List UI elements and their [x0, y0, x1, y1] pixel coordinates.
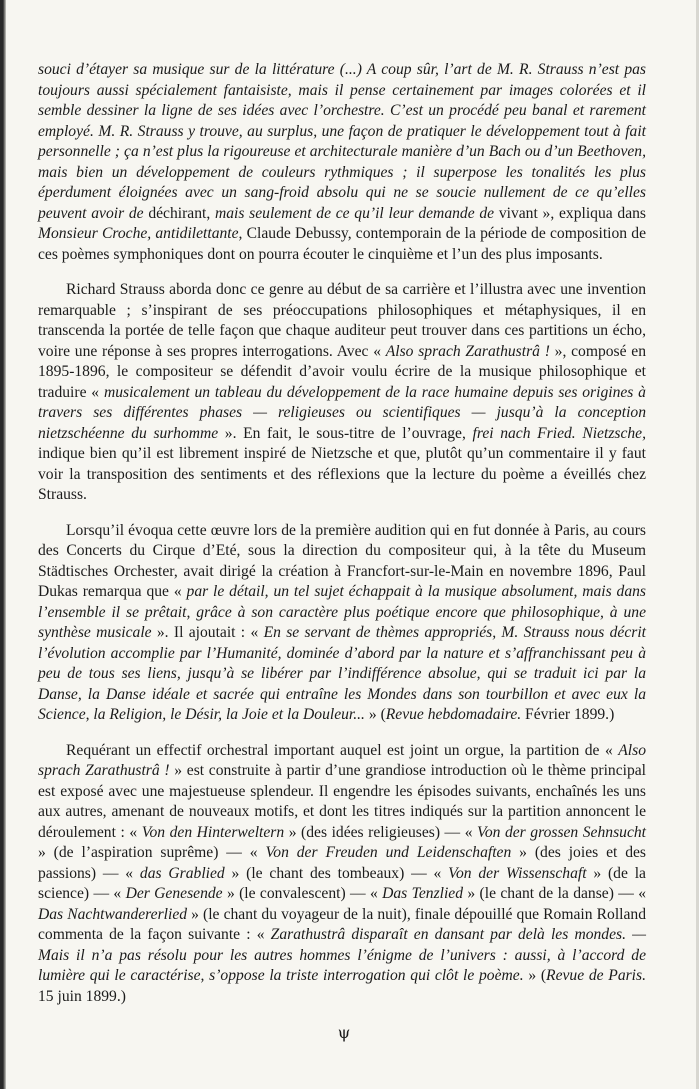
italic-run: Von der Freuden und Leidenschaften	[265, 844, 512, 861]
italic-run: das Grablied	[139, 864, 225, 882]
paragraph-1	[38, 60, 646, 265]
text-run: ». En fait, le sous-titre de l’ouvrage,	[218, 424, 473, 442]
text-run: » (	[523, 967, 547, 984]
italic-run: mais seulement de ce qu’il leur demande de	[214, 204, 495, 222]
text-run: » (le convalescent) — «	[222, 885, 383, 902]
italic-run: frei nach Fried. Nietzsche,	[472, 424, 646, 442]
paragraph-2	[38, 280, 646, 506]
italic-run: Das Nachtwandererlied	[38, 905, 188, 923]
italic-run: Revue de Paris.	[546, 967, 646, 984]
italic-run: Monsieur Croche, antidilettante,	[38, 225, 243, 242]
italic-run: par le détail, un tel sujet échappait à la musique absolument, mais dans l’ensemble il se prêtait, grâce à son caractère plus poétique encore que philosophique, à une synthèse musicale	[38, 583, 647, 641]
page-edge-shadow	[0, 0, 6, 1089]
text-run: Lorsqu’il évoqua cette œuvre lors de la première audition qui en fut donnée à Paris, au cours des Concerts du Cirque d’Eté, sous la direction du compositeur qui, à la tête du Museum Städtisches Orchester, avait dirigé la création à Francfort-sur-le-Main en novembre 1896, Paul Dukas remarqua que «	[38, 521, 646, 600]
italic-run: Revue hebdomadaire.	[385, 706, 522, 723]
text-run: 15 juin 1899.)	[38, 987, 126, 1005]
text-run: » (de la science) — «	[38, 864, 646, 902]
italic-run: En se servant de thèmes appropriés, M. Strauss nous décrit l’évolution accomplie par l’Humanité, dominée d’abord par la nature et s’affranchissant peu à peu de tous ses liens, jusqu’à se libérer par l’indifférence absolue, qui se traduit ici par la Danse, la Danse idéale et sacrée qui entraîne les Mondes dans son tourbillon et avec eux la Science, la Religion, le Désir, la Joie et la Douleur...	[38, 624, 646, 723]
ornament-icon: ψ	[337, 1022, 351, 1042]
italic-run: souci d’étayer sa musique sur de la littérature (...) A coup sûr, l’art de M. R. Strauss n’est pas toujours aussi spécialement fantaisiste, mais il pense certainement par images colorées et il semble dessiner la ligne de ses idées avec l’orchestre. C’est un procédé peu banal et rarement employé. M. R. Strauss y trouve, au surplus, une façon de pratiquer le développement tout à fait personnelle ; ça n’est plus la rigoureuse et architecturale manière d’un Bach ou d’un Beethoven, mais bien un développement de couleurs rythmiques ; il superpose les tonalités les plus éperdument éloignées avec un sang-froid absolu qui ne se soucie nullement de ce qu’elles peuvent avoir de	[38, 61, 646, 222]
paragraph-4	[38, 741, 646, 1008]
paragraph-3	[38, 521, 646, 726]
text-run: Richard Strauss aborda donc ce genre au début de sa carrière et l’illustra avec une invention remarquable ; s’inspirant de ses préoccupations philosophiques et métaphysiques, il en transcenda la portée de telle façon que chaque auditeur peut trouver dans ces partitions un écho, voire une réponse à ses propres interrogations. Avec «	[38, 281, 646, 360]
text-run: » (le chant des tombeaux) — «	[224, 864, 449, 882]
italic-run: musicalement un tableau du développement de la race humaine depuis ses origines à travers ses différentes phases — religieuses ou scientifiques — jusqu’à la conception nietzschéenne du surhomme	[38, 383, 646, 442]
text-run: » (de l’aspiration suprême) — «	[38, 844, 266, 861]
document-body	[38, 60, 646, 1022]
text-run: vivant », expliqua dans	[494, 204, 646, 222]
text-run: Requérant un effectif orchestral important auquel est joint un orgue, la partition de «	[66, 741, 619, 759]
text-run: » (le chant du voyageur de la nuit), finale dépouillé que Romain Rolland commenta de la façon suivante : «	[38, 905, 646, 943]
italic-run: Der Genesende	[125, 885, 223, 902]
text-run: » (	[364, 706, 386, 723]
text-run: » (le chant de la danse) — «	[463, 885, 647, 902]
text-run: » est construite à partir d’une grandiose introduction où le thème principal est exposé avec une majestueuse splendeur. Il engendre les épisodes suivants, enchaînés les uns aux autres, amenant de nouveaux motifs, et dont les titres indiqués sur la partition annoncent le déroulement : «	[38, 762, 647, 841]
italic-run: Von den Hinterweltern	[141, 823, 285, 841]
text-run: » (des idées religieuses) — «	[284, 823, 478, 841]
italic-run: Zarathustrâ disparaît en dansant par delà les mondes. — Mais il n’a pas résolu pour les autres hommes l’énigme de l’univers : aussi, à l’accord de lumière qui le caractérise, s’oppose la triste interrogation qui clôt le poème.	[38, 926, 646, 984]
text-run: Claude Debussy, contemporain de la période de composition de ces poèmes symphoniques dont on pourra écouter le cinquième et l’un des plus imposants.	[38, 225, 646, 263]
text-run: ». Il ajoutait : «	[151, 624, 264, 641]
text-run: », composé en 1895-1896, le compositeur se défendit d’avoir voulu écrire de la musique philosophique et traduire «	[38, 342, 647, 401]
text-run: » (des joies et des passions) — «	[38, 844, 646, 882]
italic-run: Von der grossen Sehnsucht	[477, 823, 646, 841]
italic-run: Das Tenzlied	[382, 885, 464, 902]
italic-run: Also sprach Zarathustrâ !	[38, 741, 646, 779]
text-run: déchirant,	[143, 204, 215, 222]
italic-run: Von der Wissenschaft	[448, 864, 587, 882]
text-run: Février 1899.)	[521, 706, 615, 723]
text-run: indique bien qu’il est librement inspiré de Nietzsche et que, plutôt qu’un commentaire il y faut voir la transposition des sentiments et des réflexions que la lecture du poème a éveillés chez Strauss.	[38, 445, 646, 503]
italic-run: Also sprach Zarathustrâ !	[385, 342, 550, 360]
